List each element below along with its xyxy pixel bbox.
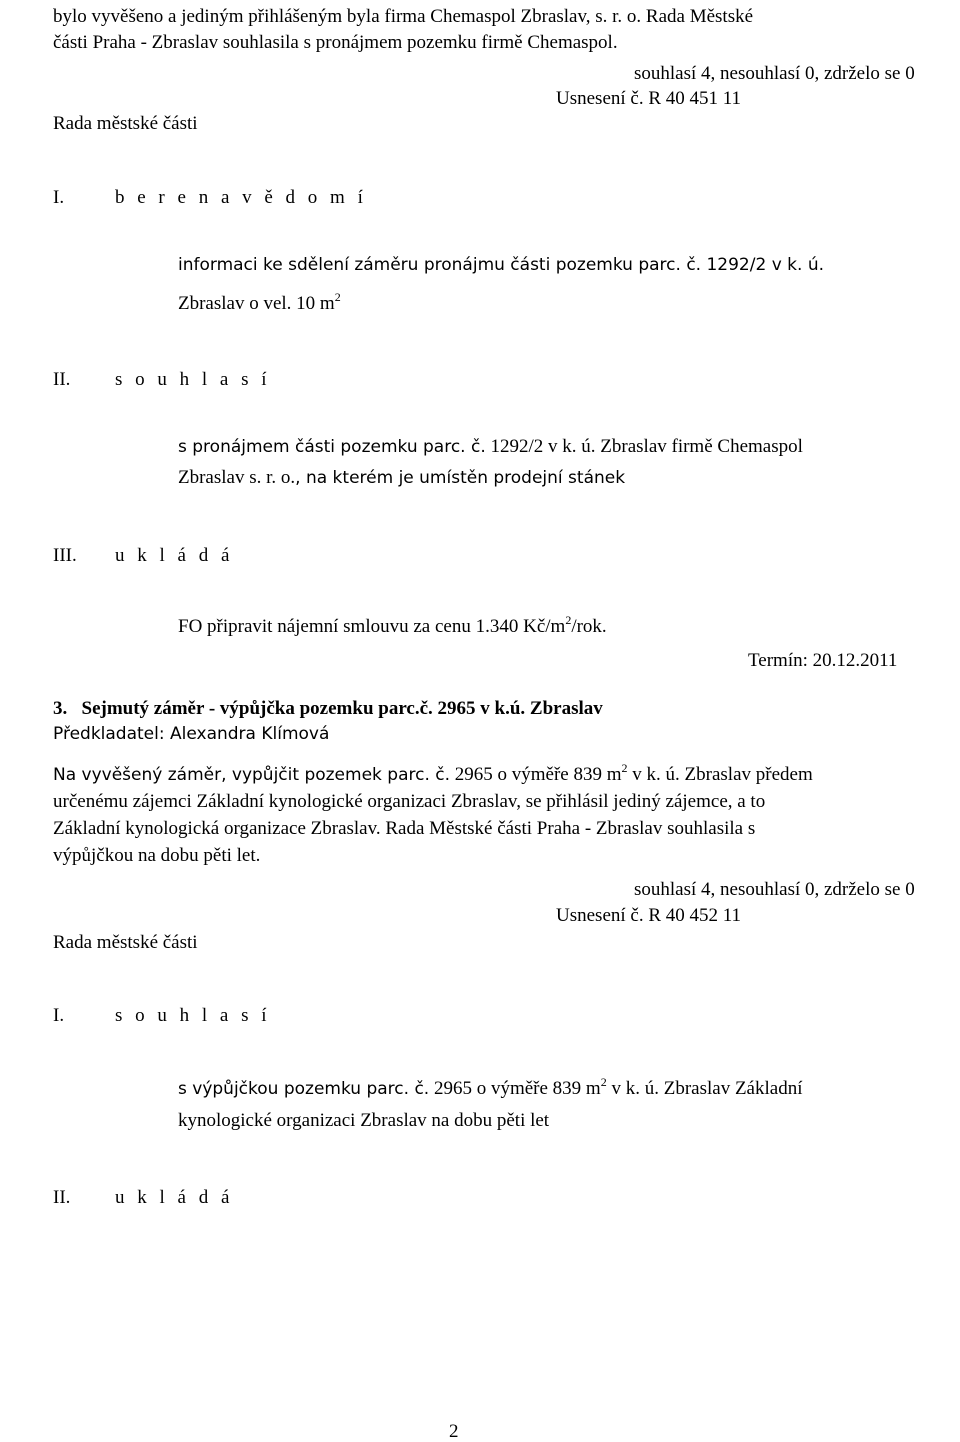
council-label: Rada městské části [53,113,198,134]
intro-line-1: bylo vyvěšeno a jediným přihlášeným byla firma Chemaspol Zbraslav, s. r. o. Rada Městské [53,6,754,27]
vote-result: souhlasí 4, nesouhlasí 0, zdrželo se 0 [634,63,915,84]
agenda-item-heading: 3. Sejmutý záměr - výpůjčka pozemku parc.č. 2965 v k.ú. Zbraslav [53,698,603,719]
section-numeral: III. [53,545,77,566]
section-text-line: Zbraslav o vel. 10 $m^2$ [178,290,341,314]
council-label: Rada městské části [53,932,198,953]
section-text-line: s pronájmem části pozemku parc. č. 1292/2 v k. ú. Zbraslav firmě Chemaspol [178,436,803,457]
resolution-number: Usnesení č. R 40 452 11 [556,905,742,926]
section-numeral: I. [53,187,65,208]
section-numeral: II. [53,1187,71,1208]
section-verb: b e r e n a v ě d o m í [115,187,367,208]
paragraph-line: určenému zájemci Základní kynologické organizaci Zbraslav, se přihlásil jediný zájemce, a to [53,791,766,812]
section-verb: u k l á d á [115,545,234,566]
section-verb: s o u h l a s í [115,1005,271,1026]
paragraph-line: Na vyvěšený záměr, vypůjčit pozemek parc. č. 2965 o výměře 839 $m^2$ v k. ú. Zbraslav předem [53,761,813,785]
paragraph-line: výpůjčkou na dobu pěti let. [53,845,261,866]
section-text-line: FO připravit nájemní smlouvu za cenu 1.340 $Kč/m^2$/rok. [178,613,607,637]
vote-result: souhlasí 4, nesouhlasí 0, zdrželo se 0 [634,879,915,900]
section-text-line: kynologické organizaci Zbraslav na dobu pěti let [178,1110,550,1131]
page-number: 2 [449,1421,459,1442]
resolution-number: Usnesení č. R 40 451 11 [556,88,742,109]
section-text-line: s výpůjčkou pozemku parc. č. 2965 o výměře 839 $m^2$ v k. ú. Zbraslav Základní [178,1075,803,1099]
intro-line-2: části Praha - Zbraslav souhlasila s pronájmem pozemku firmě Chemaspol. [53,32,618,53]
section-verb: u k l á d á [115,1187,234,1208]
section-text-line: Zbraslav s. r. o., na kterém je umístěn prodejní stánek [178,467,626,488]
paragraph-line: Základní kynologická organizace Zbraslav. Rada Městské části Praha - Zbraslav souhlasila s [53,818,756,839]
section-verb: s o u h l a s í [115,369,271,390]
section-text-line: informaci ke sdělení záměru pronájmu části pozemku parc. č. 1292/2 v k. ú. [178,255,824,275]
deadline: Termín: 20.12.2011 [748,650,898,671]
section-numeral: II. [53,369,71,390]
presenter: Předkladatel: Alexandra Klímová [53,724,330,744]
section-numeral: I. [53,1005,65,1026]
